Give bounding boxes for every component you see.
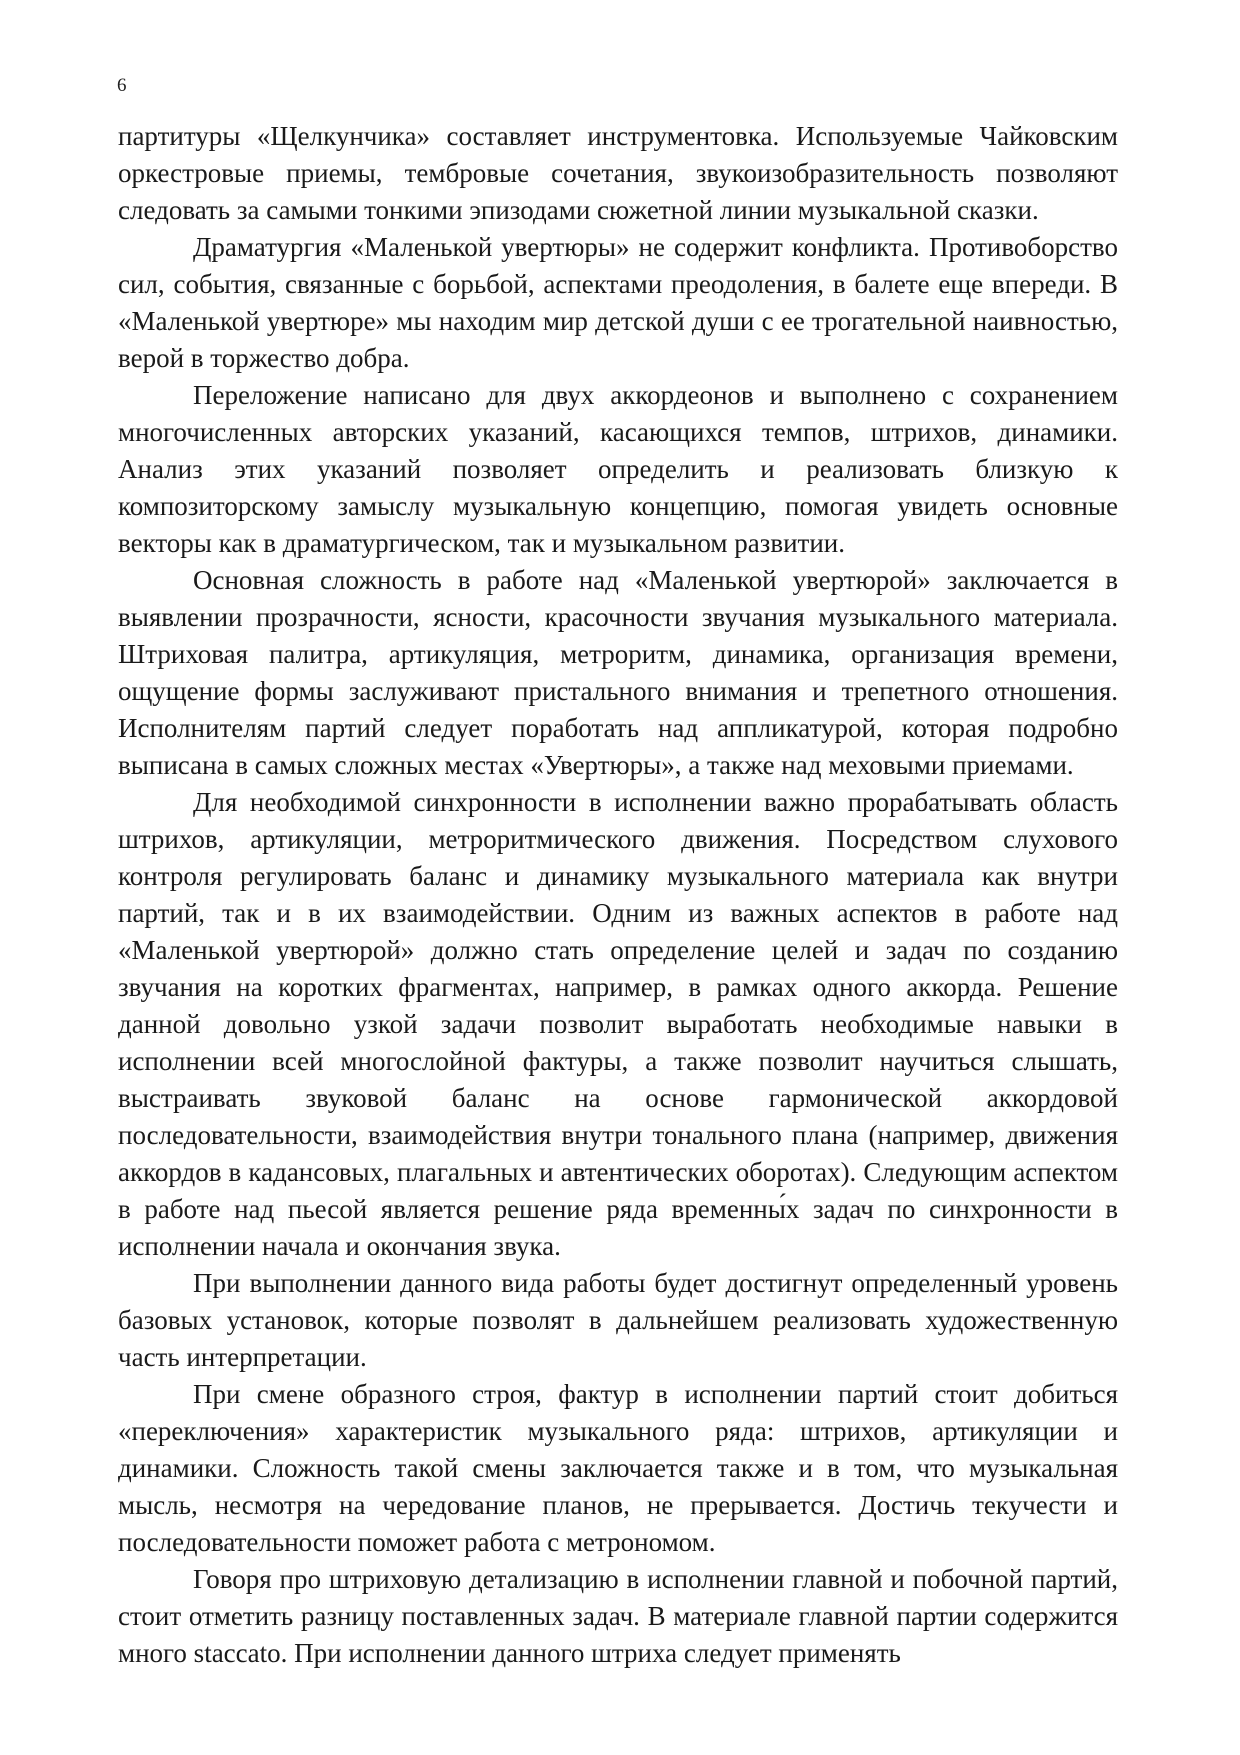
paragraph: партитуры «Щелкунчика» составляет инструментовка. Используемые Чайковским оркестровые приемы, тембровые сочетания, звукоизобразительность позволяют следовать за самыми тонкими эпизодами сюжетной линии музыкальной сказки. [118,121,1118,225]
paragraph: Говоря про штриховую детализацию в исполнении главной и побочной партий, стоит отметить разницу поставленных задач. В материале главной партии содержится много staccato. При исполнении данного штриха следует применять [118,1564,1118,1668]
page-number: 6 [117,75,127,96]
paragraph: При смене образного строя, фактур в исполнении партий стоит добиться «переключения» характеристик музыкального ряда: штрихов, артикуляции и динамики. Сложность такой смены заключается также и в том, что музыкальная мысль, несмотря на чередование планов, не прерывается. Достичь текучести и последовательности поможет работа с метрономом. [118,1379,1118,1557]
paragraph: Для необходимой синхронности в исполнении важно прорабатывать область штрихов, артикуляции, метроритмического движения. Посредством слухового контроля регулировать баланс и динамику музыкального материала как внутри партий, так и в их взаимодействии. Одним из важных аспектов в работе над «Маленькой увертюрой» должно стать определение целей и задач по созданию звучания на коротких фрагментах, например, в рамках одного аккорда. Решение данной довольно узкой задачи позволит выработать необходимые навыки в исполнении всей многослойной фактуры, а также позволит научиться слышать, выстраивать звуковой баланс на основе гармонической аккордовой последовательности, взаимодействия внутри тонального плана (например, движения аккордов в кадансовых, плагальных и автентических оборотах). Следующим аспектом в работе над пьесой является решение ряда временны́х задач по синхронности в исполнении начала и окончания звука. [118,787,1118,1261]
paragraph: Переложение написано для двух аккордеонов и выполнено с сохранением многочисленных авторских указаний, касающихся темпов, штрихов, динамики. Анализ этих указаний позволяет определить и реализовать близкую к композиторскому замыслу музыкальную концепцию, помогая увидеть основные векторы как в драматургическом, так и музыкальном развитии. [118,380,1118,558]
paragraph: Драматургия «Маленькой увертюры» не содержит конфликта. Противоборство сил, события, связанные с борьбой, аспектами преодоления, в балете еще впереди. В «Маленькой увертюре» мы находим мир детской души с ее трогательной наивностью, верой в торжество добра. [118,232,1118,373]
body-text [118,118,1118,1672]
paragraph: При выполнении данного вида работы будет достигнут определенный уровень базовых установок, которые позволят в дальнейшем реализовать художественную часть интерпретации. [118,1268,1118,1372]
paragraph: Основная сложность в работе над «Маленькой увертюрой» заключается в выявлении прозрачности, ясности, красочности звучания музыкального материала. Штриховая палитра, артикуляция, метроритм, динамика, организация времени, ощущение формы заслуживают пристального внимания и трепетного отношения. Исполнителям партий следует поработать над аппликатурой, которая подробно выписана в самых сложных местах «Увертюры», а также над меховыми приемами. [118,565,1118,780]
